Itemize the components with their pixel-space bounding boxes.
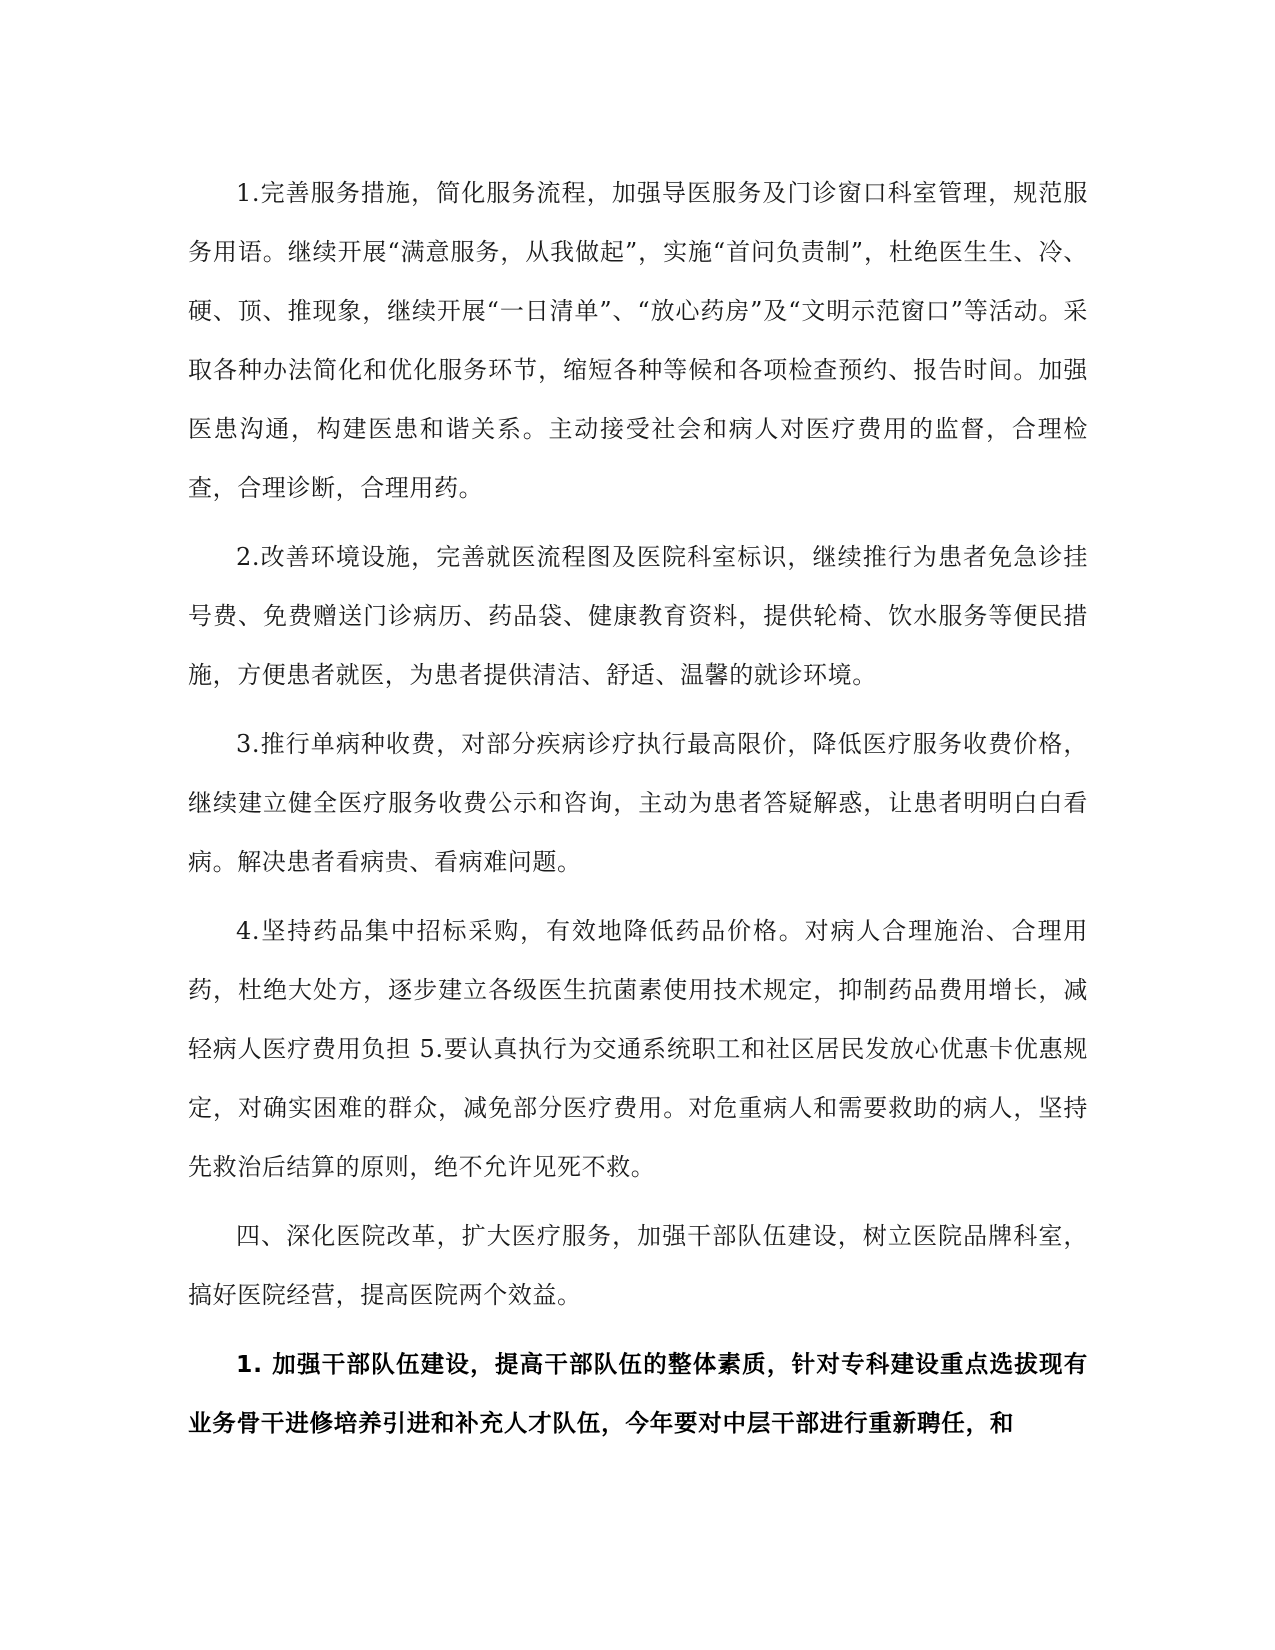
paragraph-cadre-building: 1. 加强干部队伍建设，提高干部队伍的整体素质，针对专科建设重点选拔现有业务骨干进修培养引进和补充人才队伍，今年要对中层干部进行重新聘任，和 (188, 1350, 1088, 1437)
paragraph-environment-facilities: 2.改善环境设施，完善就医流程图及医院科室标识，继续推行为患者免急诊挂号费、免费赠送门诊病历、药品袋、健康教育资料，提供轮椅、饮水服务等便民措施，方便患者就医，为患者提供清洁、舒适、温馨的就诊环境。 (188, 543, 1088, 689)
paragraph-service-measures: 1.完善服务措施，简化服务流程，加强导医服务及门诊窗口科室管理，规范服务用语。继续开展“满意服务，从我做起”，实施“首问负责制”，杜绝医生生、冷、硬、顶、推现象，继续开展“一日清单”、“放心药房”及“文明示范窗口”等活动。采取各种办法简化和优化服务环节，缩短各种等候和各项检查预约、报告时间。加强医患沟通，构建医患和谐关系。主动接受社会和病人对医疗费用的监督，合理检查，合理诊断，合理用药。 (188, 179, 1088, 502)
paragraph-gap (188, 1325, 1088, 1335)
paragraph-disease-pricing: 3.推行单病种收费，对部分疾病诊疗执行最高限价，降低医疗服务收费价格，继续建立健全医疗服务收费公示和咨询，主动为患者答疑解惑，让患者明明白白看病。解决患者看病贵、看病难问题。 (188, 730, 1088, 876)
paragraph-gap (188, 892, 1088, 902)
document-body (188, 164, 1088, 1453)
paragraph-gap (188, 705, 1088, 715)
paragraph-gap (188, 1197, 1088, 1207)
paragraph-section-four-heading: 四、深化医院改革，扩大医疗服务，加强干部队伍建设，树立医院品牌科室，搞好医院经营，提高医院两个效益。 (188, 1222, 1088, 1309)
paragraph-gap (188, 518, 1088, 528)
paragraph-drug-procurement: 4.坚持药品集中招标采购，有效地降低药品价格。对病人合理施治、合理用药，杜绝大处方，逐步建立各级医生抗菌素使用技术规定，抑制药品费用增长，减轻病人医疗费用负担 5.要认真执行为交通系统职工和社区居民发放心优惠卡优惠规定，对确实困难的群众，减免部分医疗费用。对危重病人和需要救助的病人，坚持先救治后结算的原则，绝不允许见死不救。 (188, 917, 1088, 1181)
